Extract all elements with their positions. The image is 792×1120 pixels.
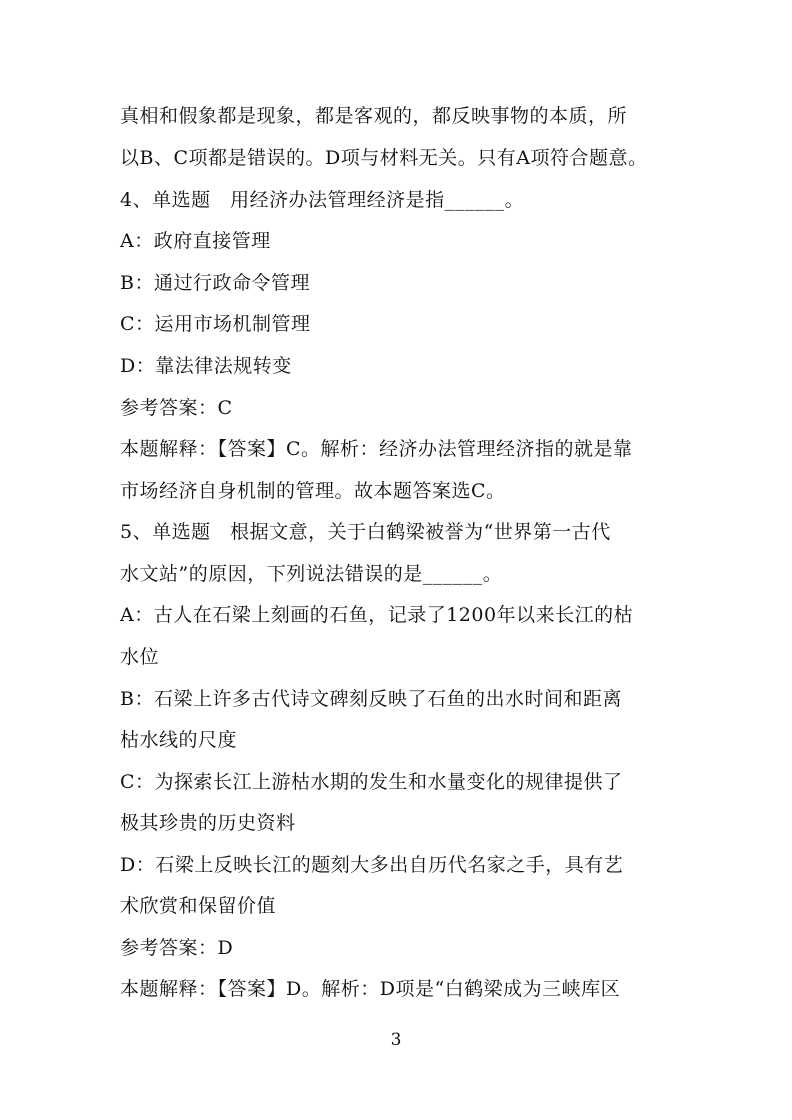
page-number: 3 — [390, 1030, 402, 1050]
question-4-option-b: B：通过行政命令管理 — [120, 272, 310, 294]
question-4-explanation: 市场经济自身机制的管理。故本题答案选C。 — [120, 480, 506, 502]
question-5-stem: 水文站”的原因，下列说法错误的是______。 — [120, 563, 503, 585]
question-5-option-d: 术欣赏和保留价值 — [120, 895, 277, 917]
question-5-stem: 5、单选题 根据文意，关于白鹤梁被誉为“世界第一古代 — [120, 521, 611, 543]
document-page — [120, 0, 680, 1120]
question-4-explanation: 本题解释：【答案】C。解析：经济办法管理经济指的就是靠 — [120, 438, 633, 460]
question-5-option-d: D：石梁上反映长江的题刻大多出自历代名家之手，具有艺 — [120, 854, 624, 876]
question-5-option-a: A：古人在石梁上刻画的石鱼，记录了1200年以来长江的枯 — [120, 604, 634, 626]
question-5-explanation: 本题解释：【答案】D。解析：D项是“白鹤梁成为三峡库区 — [120, 978, 621, 1000]
question-5-option-c: C：为探索长江上游枯水期的发生和水量变化的规律提供了 — [120, 771, 623, 793]
question-5-option-b: B：石梁上许多古代诗文碑刻反映了石鱼的出水时间和距离 — [120, 688, 622, 710]
text-line: 真相和假象都是现象，都是客观的，都反映事物的本质，所 — [120, 105, 628, 127]
text-line: 以B、C项都是错误的。D项与材料无关。只有A项符合题意。 — [120, 147, 648, 169]
question-5-option-b: 枯水线的尺度 — [120, 729, 238, 751]
question-4-stem: 4、单选题 用经济办法管理经济是指______。 — [120, 189, 525, 211]
question-5-option-a: 水位 — [120, 646, 160, 668]
question-5-answer: 参考答案：D — [120, 937, 234, 959]
question-5-option-c: 极其珍贵的历史资料 — [120, 812, 296, 834]
question-4-option-d: D：靠法律法规转变 — [120, 355, 292, 377]
question-4-answer: 参考答案：C — [120, 397, 233, 419]
question-4-option-a: A：政府直接管理 — [120, 230, 271, 252]
question-4-option-c: C：运用市场机制管理 — [120, 313, 311, 335]
